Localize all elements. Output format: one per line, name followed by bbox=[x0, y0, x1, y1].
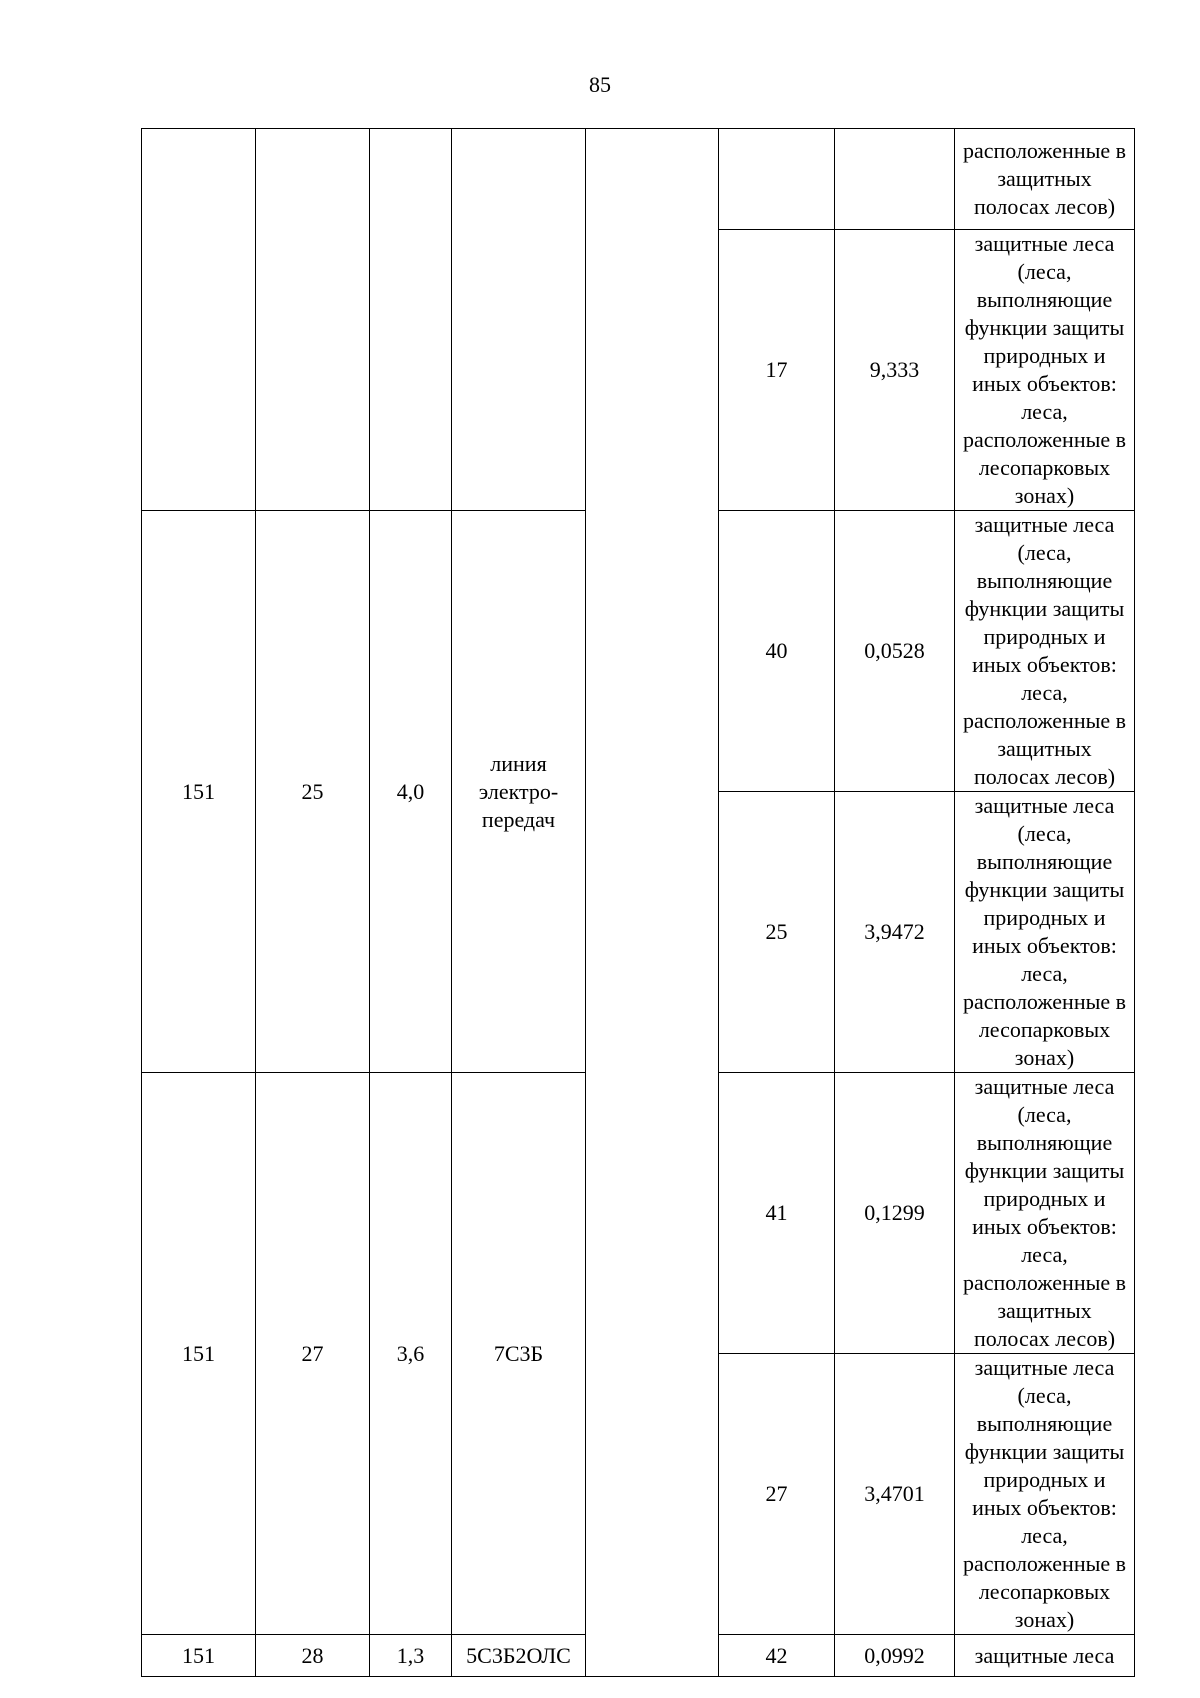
sub-area-cell: 3,4701 bbox=[835, 1354, 955, 1635]
sub-area-cell: 9,333 bbox=[835, 230, 955, 511]
purpose-cell: линия электро-передач bbox=[452, 511, 586, 1073]
sub-area-cell bbox=[835, 129, 955, 230]
area-cell bbox=[370, 129, 452, 511]
sub-section-cell: 17 bbox=[719, 230, 835, 511]
category-cell: защитные леса (леса, выполняющие функции защиты природных и иных объектов: леса, расположенные в лесопарковых зонах) bbox=[955, 230, 1135, 511]
section-cell bbox=[256, 129, 370, 511]
category-cell: защитные леса (леса, выполняющие функции защиты природных и иных объектов: леса, расположенные в лесопарковых зонах) bbox=[955, 792, 1135, 1073]
section-cell: 27 bbox=[256, 1073, 370, 1635]
quarter-cell: 151 bbox=[142, 1073, 256, 1635]
sub-area-cell: 3,9472 bbox=[835, 792, 955, 1073]
area-cell: 1,3 bbox=[370, 1635, 452, 1677]
sub-area-cell: 0,1299 bbox=[835, 1073, 955, 1354]
purpose-cell: 7С3Б bbox=[452, 1073, 586, 1635]
area-cell: 4,0 bbox=[370, 511, 452, 1073]
area-cell: 3,6 bbox=[370, 1073, 452, 1635]
quarter-cell bbox=[142, 129, 256, 511]
forest-land-table bbox=[141, 128, 1135, 1677]
sub-section-cell: 27 bbox=[719, 1354, 835, 1635]
sub-area-cell: 0,0992 bbox=[835, 1635, 955, 1677]
page-number: 85 bbox=[589, 72, 611, 97]
sub-section-cell bbox=[719, 129, 835, 230]
quarter-cell: 151 bbox=[142, 511, 256, 1073]
quarter-cell: 151 bbox=[142, 1635, 256, 1677]
category-cell: защитные леса (леса, выполняющие функции защиты природных и иных объектов: леса, расположенные в защитных полосах лесов) bbox=[955, 511, 1135, 792]
purpose-cell: 5С3Б2ОЛС bbox=[452, 1635, 586, 1677]
category-cell: защитные леса bbox=[955, 1635, 1135, 1677]
category-cell: защитные леса (леса, выполняющие функции защиты природных и иных объектов: леса, расположенные в лесопарковых зонах) bbox=[955, 1354, 1135, 1635]
sub-section-cell: 25 bbox=[719, 792, 835, 1073]
sub-section-cell: 40 bbox=[719, 511, 835, 792]
section-cell: 25 bbox=[256, 511, 370, 1073]
sub-area-cell: 0,0528 bbox=[835, 511, 955, 792]
sub-section-cell: 42 bbox=[719, 1635, 835, 1677]
category-cell: защитные леса (леса, выполняющие функции защиты природных и иных объектов: леса, расположенные в защитных полосах лесов) bbox=[955, 1073, 1135, 1354]
category-cell: расположенные в защитных полосах лесов) bbox=[955, 129, 1135, 230]
region-cell bbox=[586, 129, 719, 1677]
section-cell: 28 bbox=[256, 1635, 370, 1677]
purpose-cell bbox=[452, 129, 586, 511]
table-row bbox=[142, 129, 1135, 230]
sub-section-cell: 41 bbox=[719, 1073, 835, 1354]
